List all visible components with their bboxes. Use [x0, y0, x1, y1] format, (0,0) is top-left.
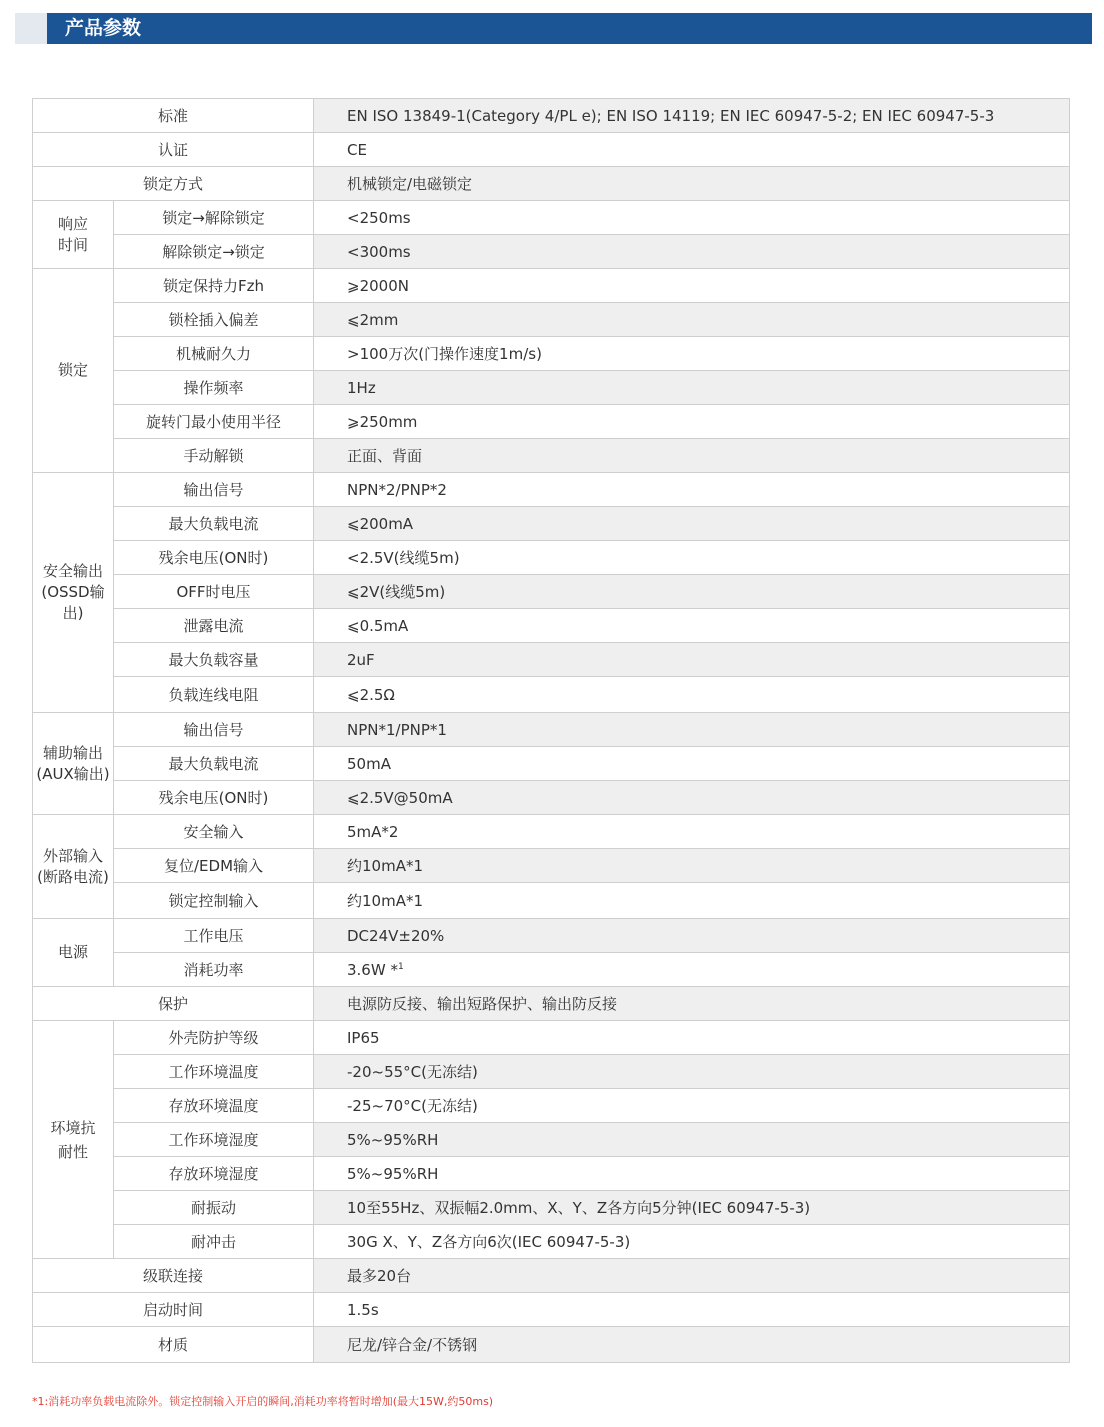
- spec-label: 锁定控制输入: [114, 883, 314, 919]
- table-row: [33, 507, 1070, 541]
- spec-value: ⩾250mm: [314, 405, 1070, 439]
- table-row: [33, 747, 1070, 781]
- spec-value: <250ms: [314, 201, 1070, 235]
- spec-label: 外壳防护等级: [114, 1021, 314, 1055]
- spec-label: 启动时间: [33, 1293, 314, 1327]
- spec-label: 输出信号: [114, 713, 314, 747]
- group-label: [33, 201, 114, 269]
- spec-table: [32, 98, 1070, 1363]
- spec-label: 操作频率: [114, 371, 314, 405]
- spec-label: 存放环境湿度: [114, 1157, 314, 1191]
- spec-value: 1Hz: [314, 371, 1070, 405]
- spec-value: EN ISO 13849-1(Category 4/PL e); EN ISO 14119; EN IEC 60947-5-2; EN IEC 60947-5-3: [314, 99, 1070, 133]
- spec-label: 残余电压(ON时): [114, 541, 314, 575]
- spec-label: 解除锁定→锁定: [114, 235, 314, 269]
- spec-value: IP65: [314, 1021, 1070, 1055]
- table-row: [33, 405, 1070, 439]
- spec-value: 50mA: [314, 747, 1070, 781]
- table-row: [33, 1191, 1070, 1225]
- spec-value: 30G X、Y、Z各方向6次(IEC 60947-5-3): [314, 1225, 1070, 1259]
- section-header: [15, 13, 1092, 44]
- spec-value: CE: [314, 133, 1070, 167]
- spec-label: 耐冲击: [114, 1225, 314, 1259]
- spec-value: <300ms: [314, 235, 1070, 269]
- table-row: [33, 133, 1070, 167]
- spec-label: 保护: [33, 987, 314, 1021]
- spec-value: ⩽2.5V@50mA: [314, 781, 1070, 815]
- spec-value: [314, 953, 1070, 987]
- group-text: 电源: [57, 943, 88, 961]
- spec-value: <2.5V(线缆5m): [314, 541, 1070, 575]
- spec-label: 最大负载电流: [114, 507, 314, 541]
- spec-value: ⩽2mm: [314, 303, 1070, 337]
- table-row: [33, 575, 1070, 609]
- group-label: [33, 473, 114, 713]
- spec-value: 机械锁定/电磁锁定: [314, 167, 1070, 201]
- spec-value-text: 3.6W *: [347, 960, 398, 979]
- group-label: [33, 1021, 114, 1259]
- table-row: [33, 541, 1070, 575]
- spec-value: ⩽200mA: [314, 507, 1070, 541]
- spec-value: NPN*2/PNP*2: [314, 473, 1070, 507]
- spec-label: 材质: [33, 1327, 314, 1363]
- spec-value: 最多20台: [314, 1259, 1070, 1293]
- spec-value: 尼龙/锌合金/不锈钢: [314, 1327, 1070, 1363]
- spec-value: ⩽2.5Ω: [314, 677, 1070, 713]
- spec-label: 输出信号: [114, 473, 314, 507]
- table-row: [33, 1327, 1070, 1363]
- table-row: [33, 609, 1070, 643]
- table-row: [33, 167, 1070, 201]
- spec-label: 锁定保持力Fzh: [114, 269, 314, 303]
- spec-value: 5mA*2: [314, 815, 1070, 849]
- table-row: [33, 439, 1070, 473]
- table-row: [33, 677, 1070, 713]
- group-text: 环境抗 耐性: [50, 1118, 96, 1161]
- group-text: 锁定: [57, 361, 88, 379]
- spec-label: 认证: [33, 133, 314, 167]
- spec-value: 5%~95%RH: [314, 1157, 1070, 1191]
- table-row: [33, 1055, 1070, 1089]
- spec-label: 标准: [33, 99, 314, 133]
- spec-label: 工作环境温度: [114, 1055, 314, 1089]
- table-row: [33, 643, 1070, 677]
- spec-label: 手动解锁: [114, 439, 314, 473]
- spec-value: ⩽0.5mA: [314, 609, 1070, 643]
- spec-value: 约10mA*1: [314, 849, 1070, 883]
- spec-label: 工作电压: [114, 919, 314, 953]
- spec-label: 负载连线电阻: [114, 677, 314, 713]
- table-row: [33, 473, 1070, 507]
- header-accent-bar: [15, 13, 47, 44]
- spec-label: 泄露电流: [114, 609, 314, 643]
- spec-label: 消耗功率: [114, 953, 314, 987]
- spec-label: 机械耐久力: [114, 337, 314, 371]
- table-row: [33, 1157, 1070, 1191]
- table-row: [33, 1021, 1070, 1055]
- spec-value: 5%~95%RH: [314, 1123, 1070, 1157]
- table-row: [33, 919, 1070, 953]
- table-row: [33, 99, 1070, 133]
- spec-label: 安全输入: [114, 815, 314, 849]
- spec-label: 锁定方式: [33, 167, 314, 201]
- spec-value: 正面、背面: [314, 439, 1070, 473]
- spec-label: 工作环境湿度: [114, 1123, 314, 1157]
- table-row: [33, 1123, 1070, 1157]
- table-row: [33, 1259, 1070, 1293]
- spec-value: >100万次(门操作速度1m/s): [314, 337, 1070, 371]
- spec-label: 级联连接: [33, 1259, 314, 1293]
- spec-label: 耐振动: [114, 1191, 314, 1225]
- table-row: [33, 235, 1070, 269]
- spec-value: DC24V±20%: [314, 919, 1070, 953]
- spec-value: ⩾2000N: [314, 269, 1070, 303]
- table-row: [33, 337, 1070, 371]
- group-label: [33, 713, 114, 815]
- spec-value: 2uF: [314, 643, 1070, 677]
- table-row: [33, 371, 1070, 405]
- spec-value: -25~70°C(无冻结): [314, 1089, 1070, 1123]
- group-text: 外部输入 (断路电流): [37, 846, 109, 886]
- spec-label: 最大负载容量: [114, 643, 314, 677]
- table-row: [33, 883, 1070, 919]
- spec-label: 旋转门最小使用半径: [114, 405, 314, 439]
- spec-label: 复位/EDM输入: [114, 849, 314, 883]
- spec-label: 锁栓插入偏差: [114, 303, 314, 337]
- table-row: [33, 1293, 1070, 1327]
- spec-value: 10至55Hz、双振幅2.0mm、X、Y、Z各方向5分钟(IEC 60947-5-3): [314, 1191, 1070, 1225]
- group-label: [33, 919, 114, 987]
- table-row: [33, 201, 1070, 235]
- spec-value: 1.5s: [314, 1293, 1070, 1327]
- group-label: [33, 815, 114, 919]
- table-row: [33, 849, 1070, 883]
- spec-value: NPN*1/PNP*1: [314, 713, 1070, 747]
- table-row: [33, 1225, 1070, 1259]
- group-label: [33, 269, 114, 473]
- table-row: [33, 781, 1070, 815]
- section-title: 产品参数: [65, 17, 142, 39]
- table-row: [33, 1089, 1070, 1123]
- table-row: [33, 303, 1070, 337]
- table-row: [33, 269, 1070, 303]
- group-text: 响应 时间: [57, 214, 88, 254]
- spec-label: OFF时电压: [114, 575, 314, 609]
- spec-value: -20~55°C(无冻结): [314, 1055, 1070, 1089]
- table-row: [33, 987, 1070, 1021]
- table-row: [33, 713, 1070, 747]
- spec-label: 锁定→解除锁定: [114, 201, 314, 235]
- spec-label: 最大负载电流: [114, 747, 314, 781]
- group-text: 安全输出 (OSSD输出): [41, 562, 105, 622]
- table-row: [33, 815, 1070, 849]
- footnote: *1:消耗功率负载电流除外。锁定控制输入开启的瞬间,消耗功率将暂时增加(最大15W,约50ms): [32, 1395, 494, 1408]
- spec-value: 约10mA*1: [314, 883, 1070, 919]
- spec-value: ⩽2V(线缆5m): [314, 575, 1070, 609]
- table-row: [33, 953, 1070, 987]
- spec-label: 残余电压(ON时): [114, 781, 314, 815]
- group-text: 辅助输出 (AUX输出): [36, 743, 110, 783]
- spec-value: 电源防反接、输出短路保护、输出防反接: [314, 987, 1070, 1021]
- footnote-ref: 1: [397, 961, 404, 972]
- spec-label: 存放环境温度: [114, 1089, 314, 1123]
